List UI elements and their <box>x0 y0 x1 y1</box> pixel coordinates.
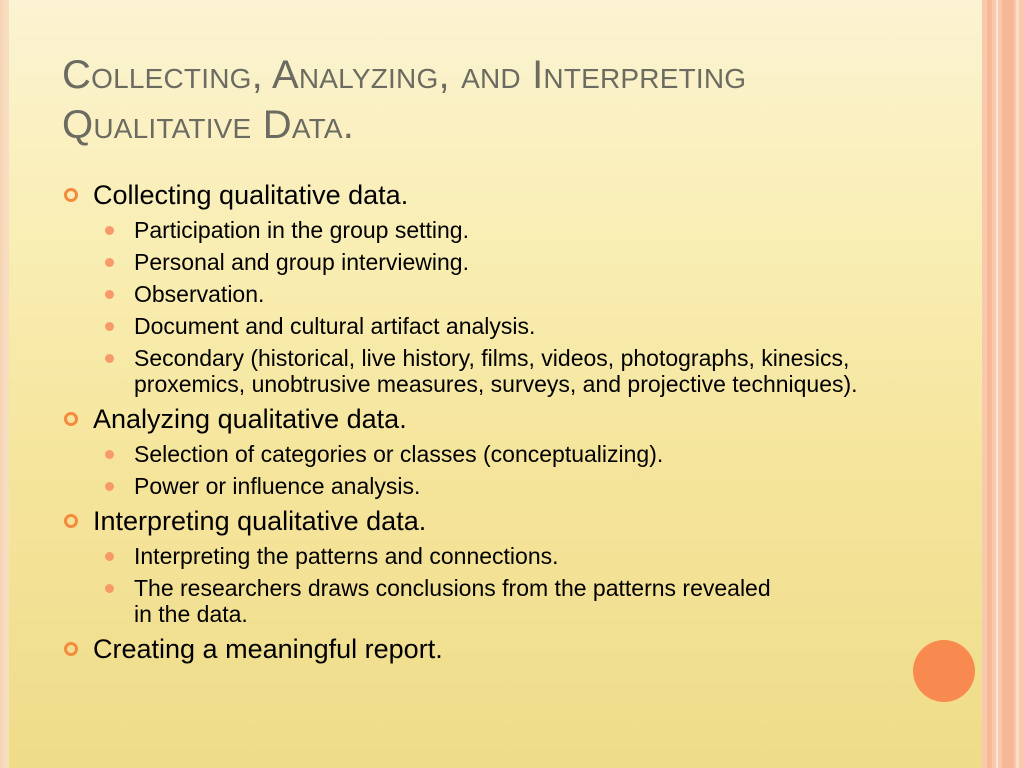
list-item <box>103 575 794 627</box>
section-interpreting <box>62 505 942 538</box>
section-collecting <box>62 179 942 212</box>
title-line-1: Collecting, Analyzing, and Interpreting <box>62 53 747 97</box>
dot-bullet-icon <box>105 258 114 267</box>
list-item-text: Secondary (historical, live history, films, videos, photographs, kinesics, proxemics, unobtrusive measures, surveys, and projective techniques). <box>134 345 858 397</box>
band-stripe <box>996 0 998 768</box>
section-heading: Creating a meaningful report. <box>93 634 443 664</box>
list-item <box>103 249 942 275</box>
section-heading: Analyzing qualitative data. <box>93 404 407 434</box>
dot-bullet-icon <box>105 354 114 363</box>
slide-title <box>62 50 942 150</box>
list-item-text: Selection of categories or classes (conceptualizing). <box>134 441 664 467</box>
ring-bullet-icon <box>64 188 78 202</box>
ring-bullet-icon <box>64 642 78 656</box>
list-item-text: Participation in the group setting. <box>134 217 469 243</box>
section-analyzing <box>62 403 942 436</box>
title-line-2: Qualitative Data. <box>62 103 355 147</box>
dot-bullet-icon <box>105 290 114 299</box>
band-stripe <box>1002 0 1014 768</box>
band-stripe <box>1016 0 1019 768</box>
list-item-text: Personal and group interviewing. <box>134 249 469 275</box>
bullet-content <box>62 179 942 666</box>
dot-bullet-icon <box>105 226 114 235</box>
list-item <box>103 217 942 243</box>
section-report <box>62 633 942 666</box>
sub-bullet-list <box>103 217 942 397</box>
dot-bullet-icon <box>105 552 114 561</box>
band-stripe <box>987 0 992 768</box>
list-item <box>103 345 874 397</box>
list-item-text: Interpreting the patterns and connections. <box>134 543 559 569</box>
list-item-text: The researchers draws conclusions from the patterns revealed in the data. <box>134 575 771 627</box>
dot-bullet-icon <box>105 482 114 491</box>
list-item-text: Power or influence analysis. <box>134 473 421 499</box>
list-item-text: Document and cultural artifact analysis. <box>134 313 536 339</box>
list-item <box>103 441 942 467</box>
section-heading: Collecting qualitative data. <box>93 180 409 210</box>
sub-bullet-list <box>103 441 942 499</box>
right-decorative-band <box>982 0 1024 768</box>
list-item <box>103 281 942 307</box>
ring-bullet-icon <box>64 514 78 528</box>
list-item <box>103 473 942 499</box>
sub-bullet-list <box>103 543 942 627</box>
list-item <box>103 313 942 339</box>
ring-bullet-icon <box>64 412 78 426</box>
list-item <box>103 543 942 569</box>
section-heading: Interpreting qualitative data. <box>93 506 427 536</box>
dot-bullet-icon <box>105 450 114 459</box>
left-decorative-stripe <box>0 0 9 768</box>
list-item-text: Observation. <box>134 281 265 307</box>
dot-bullet-icon <box>105 322 114 331</box>
dot-bullet-icon <box>105 584 114 593</box>
